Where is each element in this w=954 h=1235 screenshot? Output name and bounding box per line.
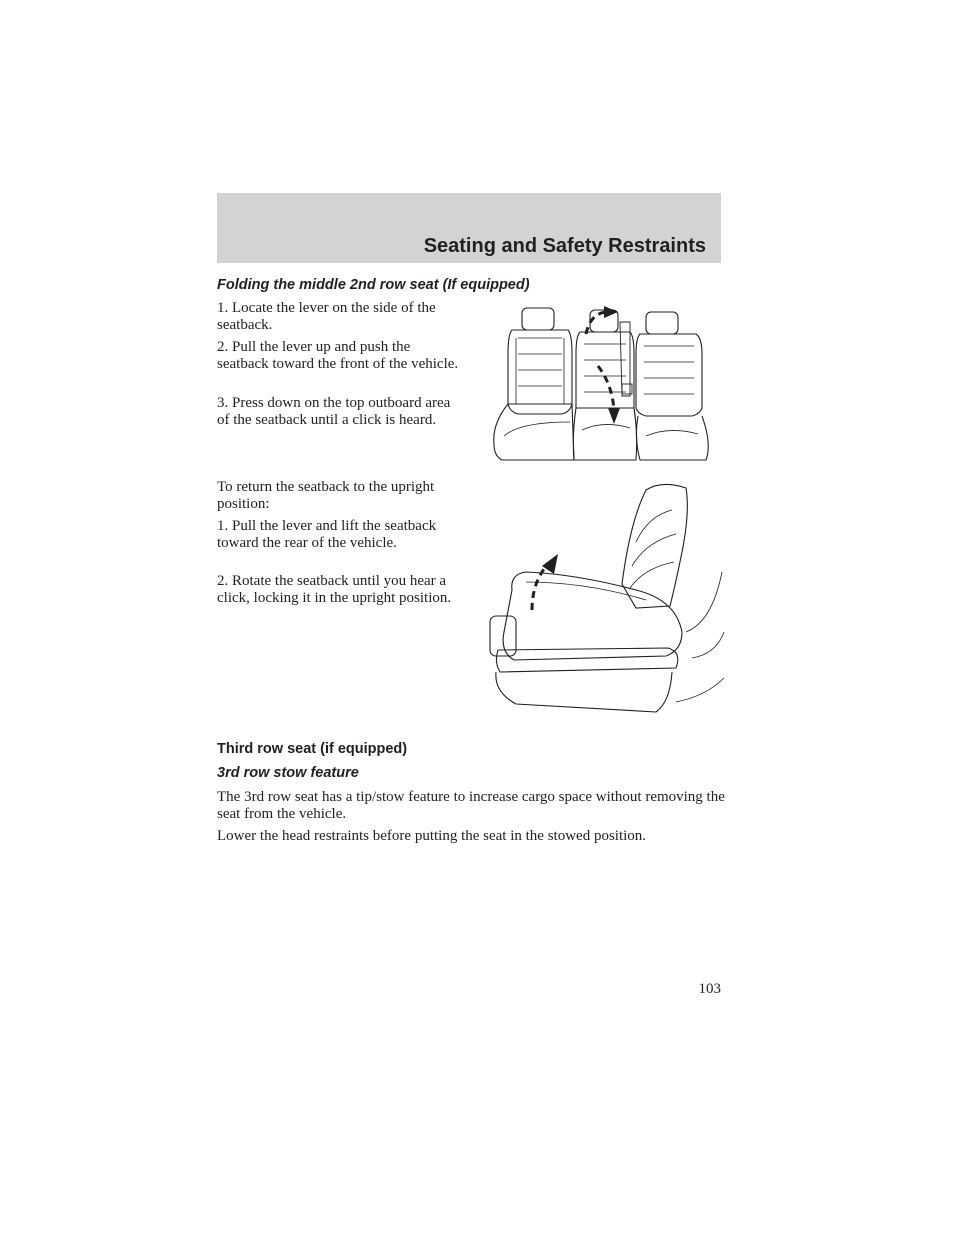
left-seatback [508,330,572,414]
step-2-pull: 2. Pull the lever up and push the seatback toward the front of the vehicle. [217,339,459,372]
left-cushion [494,404,574,460]
arrow-head-right-icon [604,306,618,318]
return-intro: To return the seatback to the upright position: [217,479,435,512]
section-heading-folding: Folding the middle 2nd row seat (If equipped) [217,277,530,293]
left-headrest [522,308,554,330]
right-cushion [636,416,708,460]
middle-seatback [576,332,634,408]
step-3-press: 3. Press down on the top outboard area of the seatback until a click is heard. [217,395,451,428]
subheading-stow-feature: 3rd row stow feature [217,765,359,781]
lift-arrow [532,564,548,610]
arrow-head-down-icon [608,408,620,424]
page-number: 103 [698,981,721,997]
section-heading-third-row: Third row seat (if equipped) [217,741,408,757]
seat-base [496,672,672,712]
folded-seat-illustration [486,482,726,718]
stow-instruction: Lower the head restraints before putting the seat in the stowed position. [217,828,647,844]
header-band [217,193,721,263]
seatbelt [620,322,630,396]
page-title: Seating and Safety Restraints [423,235,706,257]
middle-cushion [573,408,636,460]
step-1-locate: 1. Locate the lever on the side of the seatback. [217,300,436,333]
return-step-1: 1. Pull the lever and lift the seatback toward the rear of the vehicle. [217,518,437,551]
folded-seatback [503,572,682,660]
fold-arrow-top [586,312,606,334]
seat-row-illustration [490,304,714,464]
fold-arrow-down [598,366,614,410]
stow-description: The 3rd row seat has a tip/stow feature to increase cargo space without removing the seat from the vehicle. [217,789,725,822]
upright-seatback [622,484,687,608]
return-step-2: 2. Rotate the seatback until you hear a click, locking it in the upright position. [217,573,452,606]
right-headrest [646,312,678,334]
